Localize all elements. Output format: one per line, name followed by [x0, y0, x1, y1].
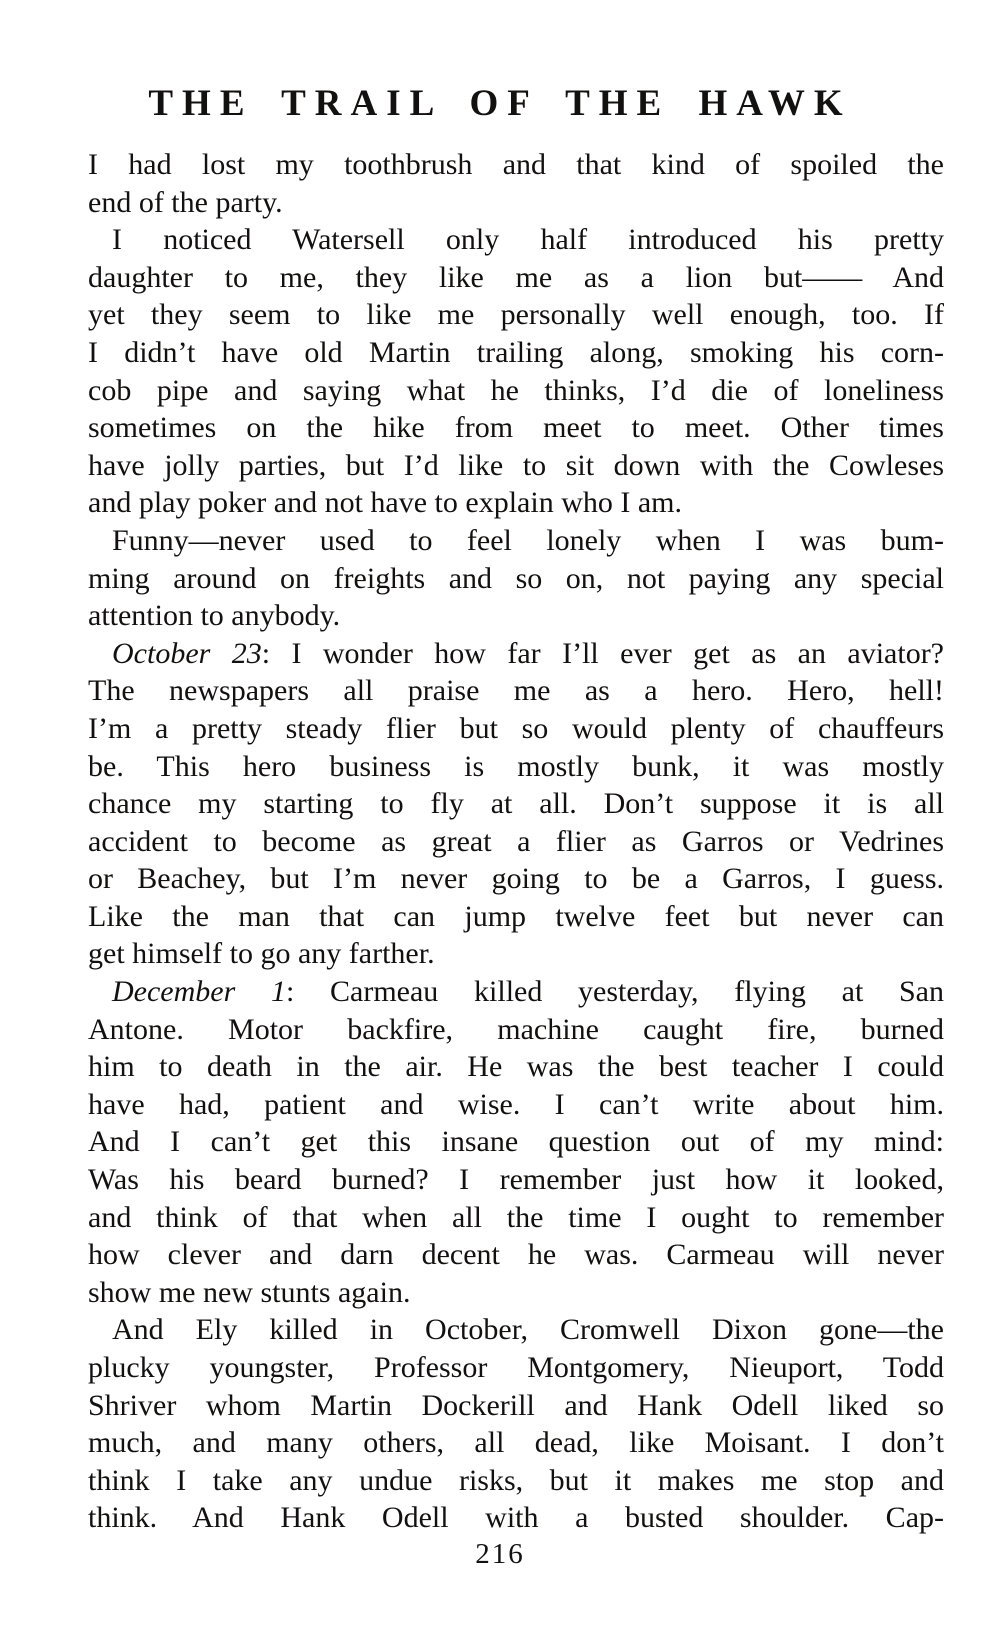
text-line: attention to anybody.: [88, 599, 341, 633]
text-line: accident to become as great a flier as Garros or Vedrines: [88, 824, 944, 858]
text-line: December 1: Carmeau killed yesterday, flying at San: [112, 975, 944, 1009]
text-line: I had lost my toothbrush and that kind of spoiled the: [88, 148, 944, 181]
text-line: how clever and darn decent he was. Carmeau will never: [88, 1238, 944, 1272]
text-line: think. And Hank Odell with a busted shoulder. Cap-: [88, 1501, 944, 1535]
paragraph: [88, 635, 944, 973]
paragraph: [88, 221, 944, 522]
text-line: show me new stunts again.: [88, 1275, 411, 1309]
text-line: Shriver whom Martin Dockerill and Hank Odell liked so: [88, 1388, 944, 1422]
paragraph: [88, 1311, 944, 1537]
text-line: I’m a pretty steady flier but so would plenty of chauffeurs: [88, 711, 944, 745]
running-header: THE TRAIL OF THE HAWK: [148, 83, 852, 124]
text-line: sometimes on the hike from meet to meet. Other times: [88, 411, 944, 445]
text-line: have jolly parties, but I’d like to sit down with the Cowleses: [88, 448, 944, 482]
text-line: him to death in the air. He was the best teacher I could: [88, 1050, 944, 1084]
paragraph: [88, 522, 944, 635]
text-line: plucky youngster, Professor Montgomery, Nieuport, Todd: [88, 1351, 944, 1384]
text-line: and think of that when all the time I ought to remember: [88, 1200, 944, 1234]
text-line: I didn’t have old Martin trailing along, smoking his corn-: [88, 335, 944, 369]
text-line: and play poker and not have to explain who I am.: [88, 486, 682, 520]
text-line: The newspapers all praise me as a hero. Hero, hell!: [88, 674, 944, 708]
text-line: And Ely killed in October, Cromwell Dixon gone—the: [112, 1313, 944, 1347]
text-line: I noticed Watersell only half introduced his pretty: [112, 223, 944, 257]
text-line: daughter to me, they like me as a lion but—— And: [88, 260, 944, 294]
text-block: [88, 146, 944, 1537]
text-line: or Beachey, but I’m never going to be a Garros, I guess.: [88, 862, 944, 896]
text-line: much, and many others, all dead, like Moisant. I don’t: [88, 1426, 944, 1460]
text-line: yet they seem to like me personally well enough, too. If: [88, 298, 944, 332]
text-line: have had, patient and wise. I can’t write about him.: [88, 1087, 944, 1121]
page-number: 216: [475, 1538, 525, 1570]
paragraph: [88, 146, 944, 221]
text-line: Was his beard burned? I remember just how it looked,: [88, 1163, 944, 1197]
text-line: And I can’t get this insane question out of my mind:: [88, 1125, 944, 1159]
text-line: chance my starting to fly at all. Don’t suppose it is all: [88, 787, 944, 821]
text-line: think I take any undue risks, but it makes me stop and: [88, 1463, 944, 1497]
text-line: Like the man that can jump twelve feet but never can: [88, 899, 944, 933]
journal-date: October 23: [112, 636, 262, 670]
text-line: ming around on freights and so on, not paying any special: [88, 561, 944, 595]
text-line: Funny—never used to feel lonely when I was bum-: [112, 523, 944, 557]
journal-date: December 1: [112, 975, 286, 1009]
text-line: Antone. Motor backfire, machine caught fire, burned: [88, 1012, 944, 1046]
paragraph: [88, 973, 944, 1311]
text-line: get himself to go any farther.: [88, 937, 435, 971]
text-line: October 23: I wonder how far I’ll ever get as an aviator?: [112, 636, 945, 670]
text-line: cob pipe and saying what he thinks, I’d die of loneliness: [88, 373, 944, 407]
text-line: end of the party.: [88, 185, 283, 219]
text-line: be. This hero business is mostly bunk, it was mostly: [88, 749, 944, 783]
